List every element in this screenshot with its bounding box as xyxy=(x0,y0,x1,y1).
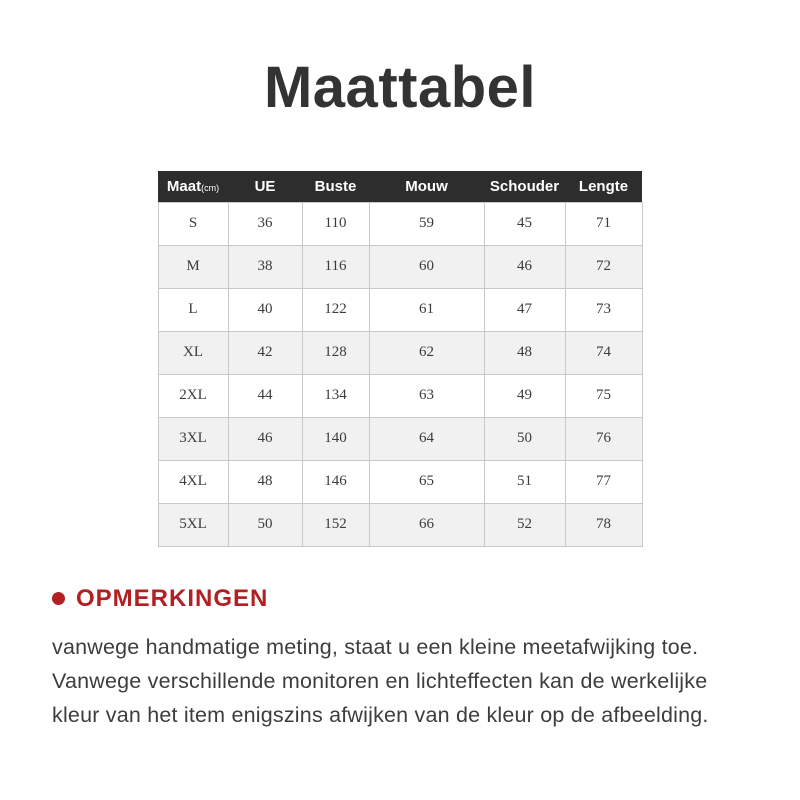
size-cell: S xyxy=(158,202,228,245)
value-cell: 50 xyxy=(484,417,565,460)
size-table xyxy=(158,171,643,547)
value-cell: 50 xyxy=(228,503,302,546)
value-cell: 44 xyxy=(228,374,302,417)
value-cell: 49 xyxy=(484,374,565,417)
value-cell: 61 xyxy=(369,288,484,331)
value-cell: 75 xyxy=(565,374,642,417)
notes-heading-label: OPMERKINGEN xyxy=(76,584,269,612)
value-cell: 59 xyxy=(369,202,484,245)
value-cell: 128 xyxy=(302,331,369,374)
table-row xyxy=(158,245,642,288)
size-cell: XL xyxy=(158,331,228,374)
value-cell: 134 xyxy=(302,374,369,417)
note-line: Vanwege verschillende monitoren en lichteffecten kan de werkelijke xyxy=(52,668,708,693)
value-cell: 51 xyxy=(484,460,565,503)
value-cell: 60 xyxy=(369,245,484,288)
value-cell: 46 xyxy=(228,417,302,460)
value-cell: 110 xyxy=(302,202,369,245)
value-cell: 42 xyxy=(228,331,302,374)
unit-label: (cm) xyxy=(201,182,220,193)
value-cell: 152 xyxy=(302,503,369,546)
size-chart-page xyxy=(0,55,800,800)
value-cell: 74 xyxy=(565,331,642,374)
column-header: Mouw xyxy=(369,171,484,203)
table-row xyxy=(158,503,642,546)
table-row xyxy=(158,331,642,374)
size-cell: M xyxy=(158,245,228,288)
column-header: Lengte xyxy=(565,171,642,203)
value-cell: 65 xyxy=(369,460,484,503)
value-cell: 73 xyxy=(565,288,642,331)
notes-body xyxy=(52,630,800,732)
table-header-row xyxy=(158,171,642,203)
value-cell: 122 xyxy=(302,288,369,331)
value-cell: 45 xyxy=(484,202,565,245)
value-cell: 52 xyxy=(484,503,565,546)
value-cell: 77 xyxy=(565,460,642,503)
note-line: kleur van het item enigszins afwijken van de kleur op de afbeelding. xyxy=(52,702,709,727)
table-row xyxy=(158,288,642,331)
value-cell: 46 xyxy=(484,245,565,288)
value-cell: 63 xyxy=(369,374,484,417)
value-cell: 66 xyxy=(369,503,484,546)
size-cell: 4XL xyxy=(158,460,228,503)
value-cell: 36 xyxy=(228,202,302,245)
size-cell: L xyxy=(158,288,228,331)
value-cell: 146 xyxy=(302,460,369,503)
value-cell: 71 xyxy=(565,202,642,245)
table-row xyxy=(158,374,642,417)
value-cell: 40 xyxy=(228,288,302,331)
table-row xyxy=(158,417,642,460)
value-cell: 78 xyxy=(565,503,642,546)
column-header: UE xyxy=(228,171,302,203)
value-cell: 140 xyxy=(302,417,369,460)
value-cell: 76 xyxy=(565,417,642,460)
value-cell: 72 xyxy=(565,245,642,288)
value-cell: 48 xyxy=(484,331,565,374)
size-cell: 5XL xyxy=(158,503,228,546)
page-title: Maattabel xyxy=(263,55,536,120)
column-header: Schouder xyxy=(484,171,565,203)
notes-heading xyxy=(52,585,800,613)
value-cell: 48 xyxy=(228,460,302,503)
size-cell: 2XL xyxy=(158,374,228,417)
column-header: Maat(cm) xyxy=(158,171,228,203)
value-cell: 62 xyxy=(369,331,484,374)
value-cell: 116 xyxy=(302,245,369,288)
column-header: Buste xyxy=(302,171,369,203)
note-line: vanwege handmatige meting, staat u een kleine meetafwijking toe. xyxy=(52,634,699,659)
size-cell: 3XL xyxy=(158,417,228,460)
bullet-icon xyxy=(52,592,65,605)
table-row xyxy=(158,460,642,503)
table-row xyxy=(158,202,642,245)
value-cell: 47 xyxy=(484,288,565,331)
notes-section xyxy=(52,585,800,732)
value-cell: 64 xyxy=(369,417,484,460)
value-cell: 38 xyxy=(228,245,302,288)
